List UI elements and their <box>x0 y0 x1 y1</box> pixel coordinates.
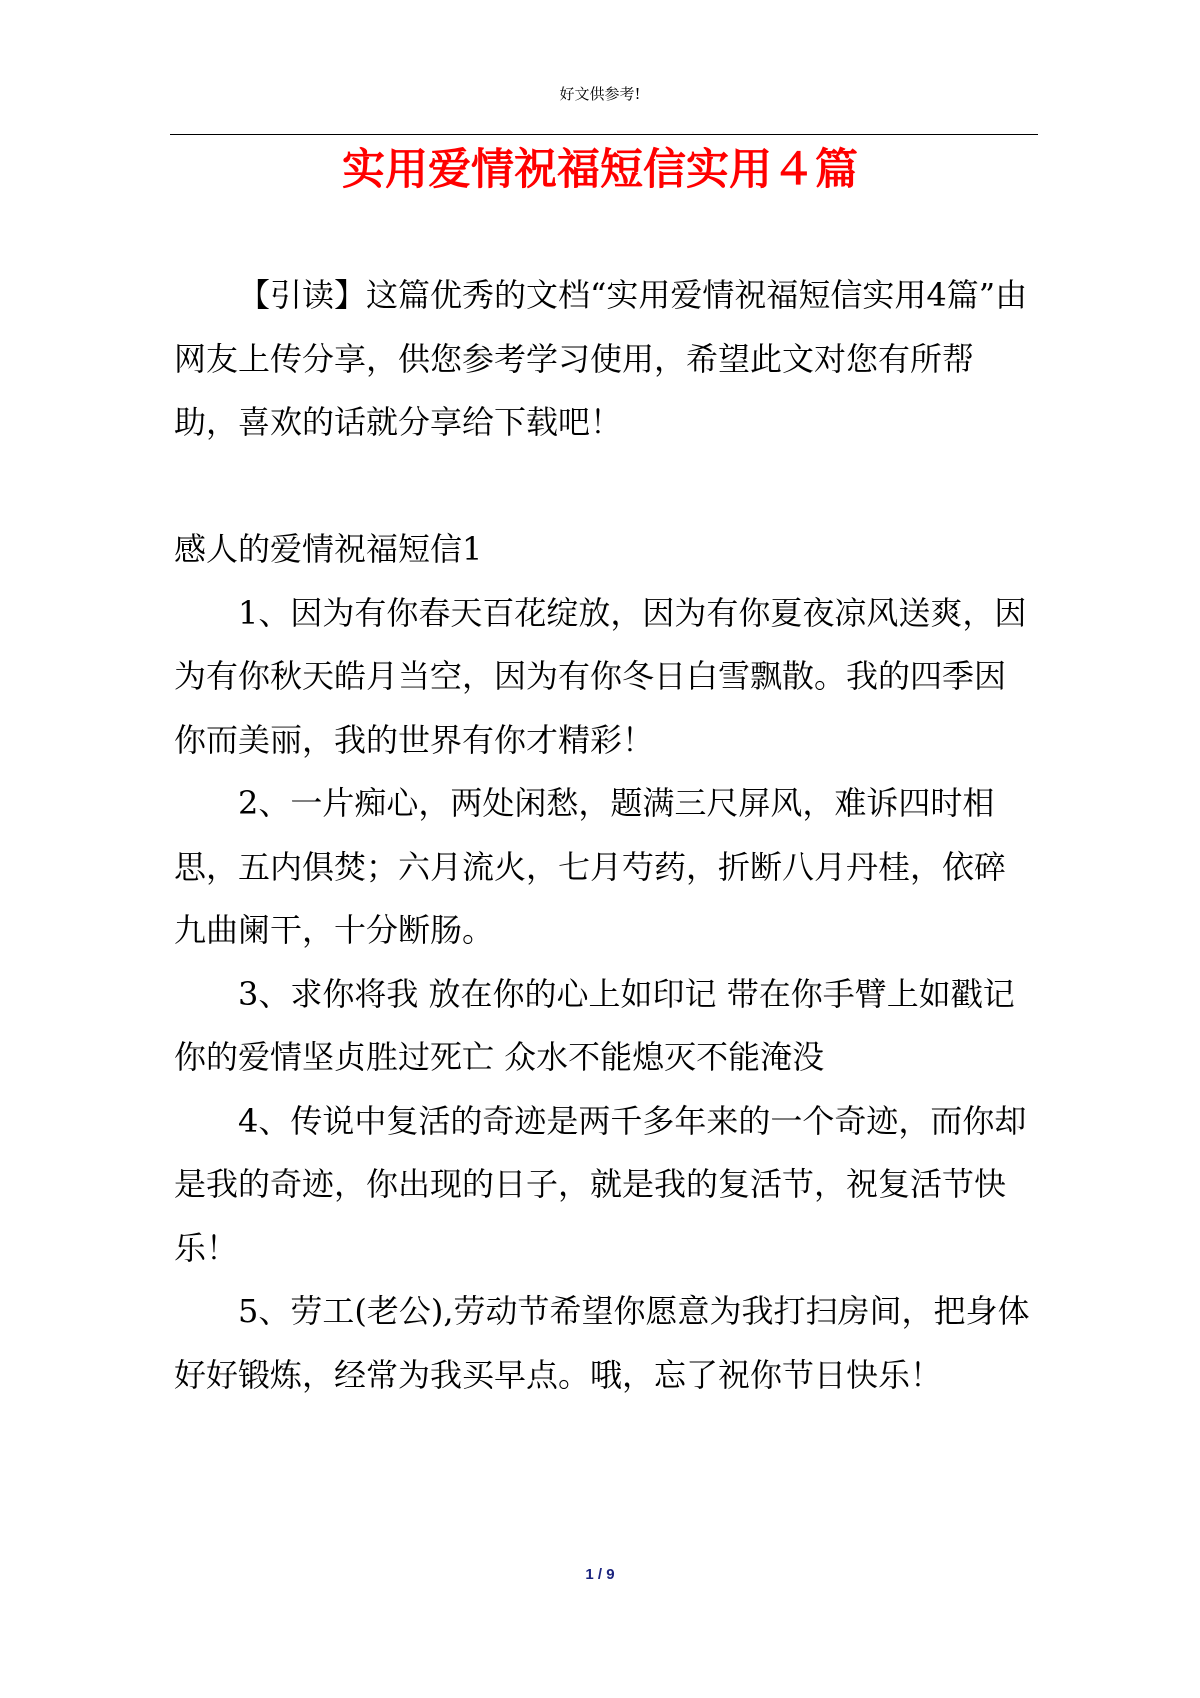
section-heading: 感人的爱情祝福短信1 <box>174 530 483 568</box>
paragraph-spacer <box>174 455 1036 519</box>
intro-paragraph: 【引读】这篇优秀的文档“实用爱情祝福短信实用4篇”由网友上传分享，供您参考学习使用，希望此文对您有所帮助，喜欢的话就分享给下载吧！ <box>174 276 1028 441</box>
document-body <box>174 264 1036 1407</box>
message-item-4: 4、传说中复活的奇迹是两千多年来的一个奇迹，而你却是我的奇迹，你出现的日子，就是我的复活节，祝复活节快乐！ <box>174 1101 1027 1267</box>
message-item-5: 5、劳工(老公),劳动节希望你愿意为我打扫房间，把身体好好锻炼，经常为我买早点。哦，忘了祝你节日快乐！ <box>174 1292 1030 1394</box>
page-number: 1 / 9 <box>585 1566 615 1583</box>
message-item-2: 2、一片痴心，两处闲愁，题满三尺屏风，难诉四时相思，五内俱焚；六月流火，七月芍药，折断八月丹桂，依碎九曲阑干，十分断肠。 <box>174 784 1007 949</box>
page-header: 好文供参考! <box>559 85 641 103</box>
message-item-3: 3、求你将我 放在你的心上如印记 带在你手臂上如戳记 你的爱情坚贞胜过死亡 众水不能熄灭不能淹没 <box>174 974 1025 1076</box>
header-divider <box>170 134 1038 135</box>
document-title: 实用爱情祝福短信实用４篇 <box>342 145 858 195</box>
message-item-1: 1、因为有你春天百花绽放，因为有你夏夜凉风送爽，因为有你秋天皓月当空，因为有你冬日白雪飘散。我的四季因你而美丽，我的世界有你才精彩！ <box>174 593 1027 759</box>
